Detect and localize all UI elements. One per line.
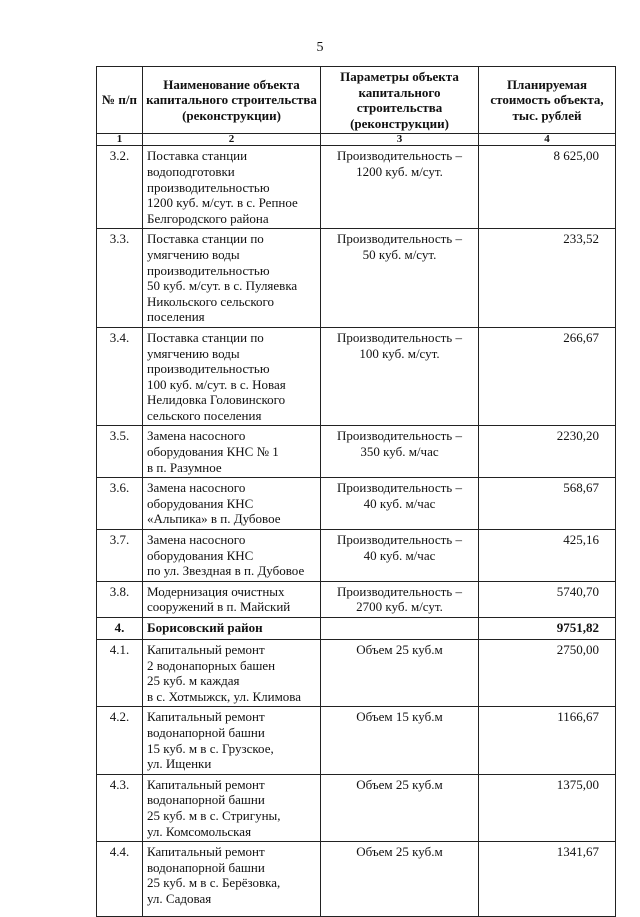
object-name-line: Капитальный ремонт bbox=[147, 642, 265, 657]
object-name bbox=[143, 581, 321, 617]
row-number: 3.4. bbox=[97, 327, 143, 426]
object-params-line: Производительность – bbox=[336, 532, 462, 548]
column-index: 4 bbox=[479, 134, 616, 146]
object-name-line: 25 куб. м в с. Стригуны, bbox=[147, 807, 281, 823]
object-name-line: Борисовский район bbox=[147, 620, 263, 635]
object-params-line: Объем 25 куб.м bbox=[356, 844, 443, 860]
object-name-line: Поставка станции bbox=[147, 148, 248, 164]
table-row bbox=[97, 478, 616, 530]
object-params-line: Объем 25 куб.м bbox=[356, 642, 443, 657]
object-name-line: Капитальный ремонт bbox=[147, 844, 265, 860]
object-name bbox=[143, 774, 321, 841]
table-row bbox=[97, 530, 616, 582]
object-name-line: поселения bbox=[147, 309, 205, 325]
planned-cost: 1341,67 bbox=[479, 842, 616, 917]
planned-cost: 9751,82 bbox=[479, 618, 616, 640]
object-name bbox=[143, 618, 321, 640]
object-name-line: Замена насосного bbox=[147, 532, 246, 548]
header-object-params: Параметры объекта капитального строительства (реконструкции) bbox=[321, 67, 479, 134]
object-params bbox=[321, 842, 479, 917]
object-name-line: производительностью bbox=[147, 262, 270, 278]
object-params-line: 50 куб. м/сут. bbox=[362, 246, 437, 262]
object-name-line: Никольского сельского bbox=[147, 293, 274, 309]
object-params bbox=[321, 581, 479, 617]
object-name-line: Капитальный ремонт bbox=[147, 709, 265, 725]
object-name-line: 50 куб. м/сут. в с. Пуляевка bbox=[147, 278, 298, 294]
object-name-line: сооружений в п. Майский bbox=[147, 599, 291, 615]
object-name bbox=[143, 640, 321, 707]
row-number: 3.5. bbox=[97, 426, 143, 478]
object-name bbox=[143, 327, 321, 426]
object-params bbox=[321, 426, 479, 478]
column-index-row bbox=[97, 134, 616, 146]
object-params bbox=[321, 618, 479, 640]
planned-cost: 1166,67 bbox=[479, 707, 616, 774]
object-name-line: оборудования КНС № 1 bbox=[147, 444, 279, 460]
object-name-line: производительностью bbox=[147, 361, 270, 377]
row-number: 3.8. bbox=[97, 581, 143, 617]
object-name-line: производительностью bbox=[147, 179, 270, 195]
object-name-line: 1200 куб. м/сут. в с. Репное bbox=[147, 195, 298, 211]
table-row bbox=[97, 327, 616, 426]
table-row bbox=[97, 146, 616, 229]
object-params-line: Объем 15 куб.м bbox=[356, 709, 443, 725]
object-params-line: 1200 куб. м/сут. bbox=[356, 163, 443, 179]
object-name-line: Капитальный ремонт bbox=[147, 776, 265, 792]
object-name-line: Белгородского района bbox=[147, 210, 269, 226]
object-params-line: 40 куб. м/час bbox=[363, 547, 436, 563]
header-number: № п/п bbox=[97, 67, 143, 134]
object-name bbox=[143, 842, 321, 917]
object-name-line: в с. Хотмыжск, ул. Климова bbox=[147, 688, 302, 704]
object-name-line: «Альпика» в п. Дубовое bbox=[147, 511, 281, 527]
object-name-line: водонапорной башни bbox=[147, 859, 265, 875]
object-name-line: 15 куб. м в с. Грузское, bbox=[147, 740, 274, 756]
object-params bbox=[321, 530, 479, 582]
table-header-row bbox=[97, 67, 616, 134]
row-number: 3.2. bbox=[97, 146, 143, 229]
row-number: 4.1. bbox=[97, 640, 143, 707]
object-params-line: Производительность – bbox=[336, 231, 462, 247]
planned-cost: 425,16 bbox=[479, 530, 616, 582]
planned-cost: 1375,00 bbox=[479, 774, 616, 841]
object-params-line: Производительность – bbox=[336, 583, 462, 599]
object-params-line: Объем 25 куб.м bbox=[356, 776, 443, 792]
planned-cost: 2230,20 bbox=[479, 426, 616, 478]
object-name bbox=[143, 478, 321, 530]
object-name-line: Замена насосного bbox=[147, 480, 246, 496]
object-name-line: в п. Разумное bbox=[147, 459, 222, 475]
object-name bbox=[143, 707, 321, 774]
object-name-line: оборудования КНС bbox=[147, 495, 254, 511]
object-params bbox=[321, 327, 479, 426]
object-name bbox=[143, 426, 321, 478]
row-number: 4.2. bbox=[97, 707, 143, 774]
object-params-line: 40 куб. м/час bbox=[363, 495, 436, 511]
object-name-line: водоподготовки bbox=[147, 163, 235, 179]
object-name-line: Нелидовка Головинского bbox=[147, 392, 286, 408]
object-name-line: Поставка станции по bbox=[147, 231, 264, 247]
object-name-line: ул. Ищенки bbox=[147, 756, 212, 772]
column-index: 2 bbox=[143, 134, 321, 146]
object-params bbox=[321, 146, 479, 229]
table-row bbox=[97, 229, 616, 328]
table-row bbox=[97, 640, 616, 707]
object-params-line: 100 куб. м/сут. bbox=[359, 345, 440, 361]
planned-cost: 233,52 bbox=[479, 229, 616, 328]
header-planned-cost: Планируемая стоимость объекта, тыс. рублей bbox=[479, 67, 616, 134]
object-name-line: 2 водонапорных башен bbox=[147, 657, 276, 673]
section-row bbox=[97, 618, 616, 640]
object-name-line: Поставка станции по bbox=[147, 329, 264, 345]
object-name-line: водонапорной башни bbox=[147, 724, 265, 740]
object-params bbox=[321, 774, 479, 841]
object-name bbox=[143, 146, 321, 229]
object-params bbox=[321, 229, 479, 328]
object-params bbox=[321, 707, 479, 774]
row-number: 4.3. bbox=[97, 774, 143, 841]
planned-cost: 2750,00 bbox=[479, 640, 616, 707]
object-name-line: Модернизация очистных bbox=[147, 583, 285, 599]
row-number: 4.4. bbox=[97, 842, 143, 917]
object-name-line: Замена насосного bbox=[147, 428, 246, 444]
table-row bbox=[97, 774, 616, 841]
column-index: 1 bbox=[97, 134, 143, 146]
row-number: 3.7. bbox=[97, 530, 143, 582]
object-name-line: 25 куб. м в с. Берёзовка, bbox=[147, 875, 281, 891]
object-params-line: 2700 куб. м/сут. bbox=[356, 599, 443, 615]
row-number: 4. bbox=[97, 618, 143, 640]
object-name-line: сельского поселения bbox=[147, 407, 262, 423]
object-params-line: Производительность – bbox=[336, 480, 462, 496]
planned-cost: 266,67 bbox=[479, 327, 616, 426]
object-params-line: Производительность – bbox=[336, 329, 462, 345]
planned-cost: 5740,70 bbox=[479, 581, 616, 617]
table-row bbox=[97, 426, 616, 478]
table-body bbox=[97, 146, 616, 917]
column-index: 3 bbox=[321, 134, 479, 146]
table-row bbox=[97, 842, 616, 917]
object-name-line: оборудования КНС bbox=[147, 547, 254, 563]
object-name-line: ул. Садовая bbox=[147, 890, 212, 906]
row-number: 3.3. bbox=[97, 229, 143, 328]
object-name bbox=[143, 229, 321, 328]
object-params bbox=[321, 478, 479, 530]
table-row bbox=[97, 581, 616, 617]
object-name-line: умягчению воды bbox=[147, 246, 240, 262]
object-params-line: Производительность – bbox=[336, 428, 462, 444]
object-params-line: Производительность – bbox=[336, 148, 462, 164]
header-object-name: Наименование объекта капитального строительства (реконструкции) bbox=[143, 67, 321, 134]
object-name-line: 25 куб. м каждая bbox=[147, 673, 240, 689]
row-number: 3.6. bbox=[97, 478, 143, 530]
object-name-line: ул. Комсомольская bbox=[147, 823, 252, 839]
object-name-line: 100 куб. м/сут. в с. Новая bbox=[147, 376, 286, 392]
object-name-line: по ул. Звездная в п. Дубовое bbox=[147, 563, 305, 579]
objects-table bbox=[96, 66, 616, 917]
table-row bbox=[97, 707, 616, 774]
object-name-line: умягчению воды bbox=[147, 345, 240, 361]
object-params-line: 350 куб. м/час bbox=[360, 444, 439, 460]
object-name bbox=[143, 530, 321, 582]
planned-cost: 8 625,00 bbox=[479, 146, 616, 229]
object-name-line: водонапорной башни bbox=[147, 792, 265, 808]
planned-cost: 568,67 bbox=[479, 478, 616, 530]
page-number: 5 bbox=[316, 40, 324, 55]
object-params bbox=[321, 640, 479, 707]
